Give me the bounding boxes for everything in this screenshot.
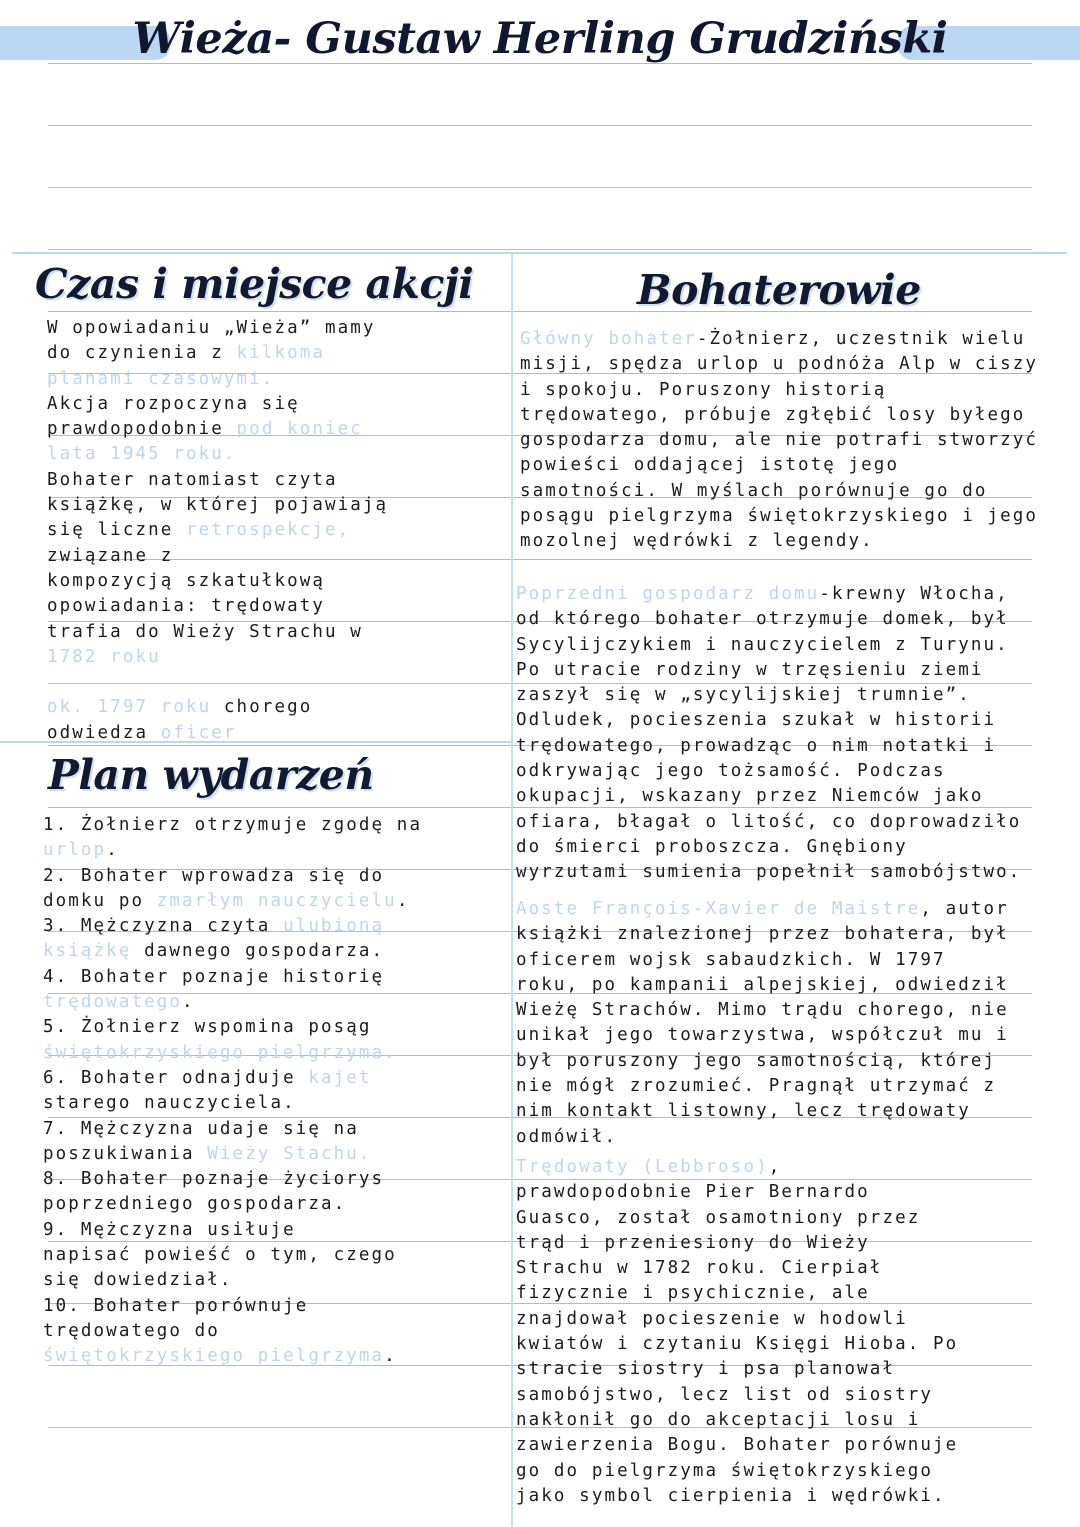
text-line	[47, 367, 388, 392]
page-title: Wieża- Gustaw Herling Grudziński	[132, 14, 948, 64]
text-segment: 7. Mężczyzna udaje się na	[43, 1118, 359, 1139]
highlighted-text: oficer	[160, 722, 237, 743]
text-line	[43, 864, 422, 889]
text-line	[516, 633, 1021, 658]
text-line	[516, 683, 1021, 708]
text-line	[43, 1192, 422, 1217]
text-segment: zaszył się w „sycylijskiej trumnie”.	[516, 685, 971, 706]
text-line	[520, 529, 1038, 554]
highlighted-text: ok. 1797 roku	[47, 697, 212, 718]
text-line	[43, 813, 422, 838]
text-segment: prawdopodobnie Pier Bernardo	[516, 1182, 870, 1203]
text-line	[47, 417, 388, 442]
text-segment: domku po	[43, 890, 157, 911]
text-segment: roku, po kampanii alpejskiej, odwiedził	[516, 974, 1009, 995]
text-segment: trafia do Wieży Strachu w	[47, 621, 363, 642]
text-segment: opowiadania: trędowaty	[47, 596, 325, 617]
text-line	[516, 1180, 958, 1205]
text-segment: był poruszony jego samotnością, której	[516, 1050, 997, 1071]
text-segment: trędowatego do	[43, 1320, 220, 1341]
text-line	[43, 914, 422, 939]
text-line	[47, 670, 388, 695]
text-segment: powieści oddającej istotę jego	[520, 455, 900, 476]
text-segment: Odludek, pocieszenia szukał w historii	[516, 710, 997, 731]
text-line	[43, 1344, 422, 1369]
text-line	[516, 582, 1021, 607]
text-line	[516, 1357, 958, 1382]
text-line	[516, 784, 1021, 809]
text-line	[516, 948, 1009, 973]
text-line	[47, 695, 388, 720]
highlighted-text: pod koniec	[236, 419, 363, 440]
section-heading-czas: Czas i miejsce akcji	[35, 260, 474, 308]
text-segment: 4. Bohater poznaje historię	[43, 966, 385, 987]
text-segment: samobójstwo, lecz list od siostry	[516, 1384, 933, 1405]
text-line	[516, 1256, 958, 1281]
text-segment: 8. Bohater poznaje życiorys	[43, 1169, 385, 1190]
text-line	[43, 1294, 422, 1319]
text-line	[516, 1023, 1009, 1048]
text-segment: dawnego gospodarza.	[131, 941, 385, 962]
text-line	[43, 1142, 422, 1167]
text-line	[520, 403, 1038, 428]
text-line	[516, 1307, 958, 1332]
bohater-gospodarz-text	[516, 582, 1021, 886]
text-segment: 2. Bohater wprowadza się do	[43, 865, 385, 886]
text-line	[520, 428, 1038, 453]
text-segment: trędowatego, próbuje zgłębić losy byłego	[520, 404, 1026, 425]
text-line	[47, 518, 388, 543]
text-segment: do czynienia z	[47, 343, 237, 364]
text-segment: się dowiedział.	[43, 1270, 233, 1291]
text-line	[43, 1243, 422, 1268]
text-line	[516, 708, 1021, 733]
text-segment: -krewny Włocha,	[819, 584, 1009, 604]
highlighted-text: urlop	[43, 840, 107, 861]
plan-list	[43, 813, 422, 1370]
text-line	[516, 1206, 958, 1231]
text-segment: .	[106, 840, 119, 861]
text-line	[47, 392, 388, 417]
text-line	[520, 352, 1038, 377]
text-line	[520, 378, 1038, 403]
text-line	[516, 1231, 958, 1256]
text-segment: książki znalezionej przez bohatera, był	[516, 924, 1009, 945]
text-segment: samotności. W myślach porównuje go do	[520, 480, 988, 501]
czas-text	[47, 316, 388, 746]
text-segment: -Żołnierz, uczestnik wielu	[696, 329, 1026, 349]
text-segment: misji, spędza urlop u podnóża Alp w ciszy	[520, 354, 1039, 375]
text-segment: trędowatego, prowadząc o nim notatki i	[516, 735, 997, 756]
highlighted-text: retrospekcje,	[186, 520, 351, 541]
text-line	[43, 1319, 422, 1344]
text-segment: Wieżę Strachów. Mimo trądu chorego, nie	[516, 1000, 1009, 1021]
text-segment: kwiatów i czytaniu Księgi Hioba. Po	[516, 1334, 959, 1355]
text-segment: Po utracie rodziny w trzęsieniu ziemi	[516, 659, 984, 680]
text-segment: 5. Żołnierz wspomina posąg	[43, 1017, 372, 1038]
text-line	[43, 889, 422, 914]
text-segment: .	[182, 992, 195, 1013]
text-segment: W opowiadaniu „Wieża” mamy	[47, 318, 376, 338]
text-line	[47, 569, 388, 594]
text-segment: Guasco, został osamotniony przez	[516, 1207, 921, 1228]
text-line	[516, 922, 1009, 947]
text-line	[516, 1433, 958, 1458]
text-segment: Akcja rozpoczyna się	[47, 393, 300, 414]
text-line	[43, 1066, 422, 1091]
bohater-aoste-text	[516, 897, 1009, 1150]
text-line	[47, 341, 388, 366]
text-segment: nie mógł zrozumieć. Pragnął utrzymać z	[516, 1076, 997, 1097]
text-segment: trąd i przeniesiony do Wieży	[516, 1232, 870, 1253]
text-line	[43, 1041, 422, 1066]
highlighted-text: Główny bohater	[520, 329, 697, 349]
bohater-tredowaty-text	[516, 1155, 958, 1509]
text-line	[43, 1218, 422, 1243]
text-segment: posągu pielgrzyma świętokrzyskiego i jego	[520, 506, 1039, 527]
text-line	[516, 607, 1021, 632]
text-segment: .	[396, 890, 410, 911]
highlighted-text: kajet	[308, 1067, 372, 1088]
text-segment: okupacji, wskazany przez Niemców jako	[516, 786, 984, 807]
highlighted-text: Poprzedni gospodarz domu	[516, 584, 820, 604]
text-segment: fizycznie i psychicznie, ale	[516, 1283, 870, 1304]
text-line	[43, 939, 422, 964]
text-line	[520, 327, 1038, 352]
text-segment: napisać powieść o tym, czego	[43, 1245, 397, 1266]
highlighted-text: kilkoma	[236, 343, 325, 364]
text-segment: , autor	[920, 899, 1009, 919]
text-line	[516, 734, 1021, 759]
text-line	[43, 1091, 422, 1116]
text-segment: go do pielgrzyma świętokrzyskiego	[516, 1460, 933, 1481]
text-segment: odmówił.	[516, 1126, 618, 1147]
text-segment: .	[384, 1346, 397, 1367]
text-segment: Strachu w 1782 roku. Cierpiał	[516, 1258, 883, 1279]
text-segment: gospodarza domu, ale nie potrafi stworzyć	[520, 430, 1039, 451]
text-segment: starego nauczyciela.	[43, 1093, 296, 1114]
text-line	[47, 721, 388, 746]
highlighted-text: Aoste François-Xavier de Maistre	[516, 899, 921, 919]
text-line	[516, 897, 1009, 922]
text-line	[520, 504, 1038, 529]
highlighted-text: Trędowaty (Lebbroso)	[516, 1157, 769, 1177]
text-line	[43, 838, 422, 863]
text-line	[47, 442, 388, 467]
text-segment: stracie siostry i psa planował	[516, 1359, 896, 1380]
text-segment: wyrzutami sumienia popełnił samobójstwo.	[516, 862, 1022, 883]
text-line	[516, 1281, 958, 1306]
text-line	[516, 1332, 958, 1357]
text-line	[47, 468, 388, 493]
text-segment: odkrywając jego tożsamość. Podczas	[516, 761, 946, 782]
highlighted-text: świętokrzyskiego pielgrzyma	[43, 1346, 385, 1367]
text-segment: nim kontakt listowny, lecz trędowaty	[516, 1101, 971, 1122]
text-segment: kompozycją szkatułkową	[47, 570, 325, 591]
highlighted-text: Wieży Stachu.	[207, 1143, 372, 1164]
text-line	[516, 1408, 958, 1433]
text-segment: chorego	[211, 697, 313, 718]
text-line	[47, 594, 388, 619]
text-segment: 1. Żołnierz otrzymuje zgodę na	[43, 815, 423, 835]
text-line	[47, 620, 388, 645]
text-line	[43, 1268, 422, 1293]
text-segment: jako symbol cierpienia i wędrówki.	[516, 1485, 946, 1506]
highlighted-text: 1782 roku	[47, 646, 161, 667]
text-line	[43, 990, 422, 1015]
text-segment: ofiara, błagał o litość, co doprowadziło	[516, 811, 1022, 832]
text-line	[47, 645, 388, 670]
text-line	[516, 1484, 958, 1509]
text-line	[47, 544, 388, 569]
highlighted-text: zmarłym nauczycielu	[156, 890, 397, 911]
text-segment: Sycylijczykiem i nauczycielem z Turynu.	[516, 634, 1009, 655]
highlighted-text: ulubioną	[283, 916, 385, 937]
highlighted-text: świętokrzyskiego pielgrzyma.	[43, 1042, 397, 1063]
text-line	[43, 1167, 422, 1192]
text-segment: od którego bohater otrzymuje domek, był	[516, 609, 1009, 630]
text-segment: do śmierci proboszcza. Gnębiony	[516, 836, 908, 857]
text-segment: 3. Mężczyzna czyta	[43, 916, 284, 937]
section-heading-bohaterowie: Bohaterowie	[637, 266, 921, 314]
text-line	[516, 658, 1021, 683]
text-segment: znajdował pocieszenie w hodowli	[516, 1308, 908, 1329]
text-segment: i spokoju. Poruszony historią	[520, 379, 887, 400]
text-segment: Bohater natomiast czyta	[47, 469, 338, 490]
bohater-glowny-text	[520, 327, 1038, 555]
text-segment: się liczne	[47, 520, 186, 541]
text-segment: zawierzenia Bogu. Bohater porównuje	[516, 1435, 959, 1456]
text-line	[516, 1125, 1009, 1150]
text-segment: poprzedniego gospodarza.	[43, 1194, 347, 1215]
highlighted-text: trędowatego	[43, 992, 182, 1013]
text-line	[520, 453, 1038, 478]
text-segment: nakłonił go do akceptacji losu i	[516, 1409, 921, 1430]
text-line	[516, 1383, 958, 1408]
text-line	[516, 759, 1021, 784]
text-segment: 6. Bohater odnajduje	[43, 1067, 309, 1088]
text-segment: poszukiwania	[43, 1143, 208, 1164]
text-segment: prawdopodobnie	[47, 419, 237, 440]
text-line	[516, 810, 1021, 835]
highlighted-text: książkę	[43, 941, 132, 962]
text-line	[43, 1015, 422, 1040]
text-segment: związane z	[47, 545, 174, 566]
text-segment: książkę, w której pojawiają	[47, 495, 389, 516]
text-segment: oficerem wojsk sabaudzkich. W 1797	[516, 949, 946, 970]
text-segment: ,	[768, 1157, 782, 1177]
section-heading-plan: Plan wydarzeń	[48, 751, 374, 799]
text-line	[516, 998, 1009, 1023]
text-line	[516, 835, 1021, 860]
text-line	[47, 316, 388, 341]
text-segment: mozolnej wędrówki z legendy.	[520, 531, 874, 552]
text-segment: odwiedza	[47, 722, 161, 743]
highlighted-text: lata 1945 roku.	[47, 444, 237, 465]
text-line	[516, 860, 1021, 885]
text-line	[43, 1117, 422, 1142]
text-line	[516, 1049, 1009, 1074]
text-line	[516, 1099, 1009, 1124]
text-line	[516, 973, 1009, 998]
text-line	[516, 1155, 958, 1180]
text-line	[516, 1459, 958, 1484]
text-segment: 9. Mężczyzna usiłuje	[43, 1219, 296, 1240]
text-line	[520, 479, 1038, 504]
highlighted-text: planami czasowymi.	[47, 368, 275, 389]
text-segment: 10. Bohater porównuje	[43, 1295, 309, 1316]
text-segment: unikał jego towarzystwa, współczuł mu i	[516, 1025, 1009, 1046]
text-line	[47, 493, 388, 518]
text-line	[43, 965, 422, 990]
text-line	[516, 1074, 1009, 1099]
